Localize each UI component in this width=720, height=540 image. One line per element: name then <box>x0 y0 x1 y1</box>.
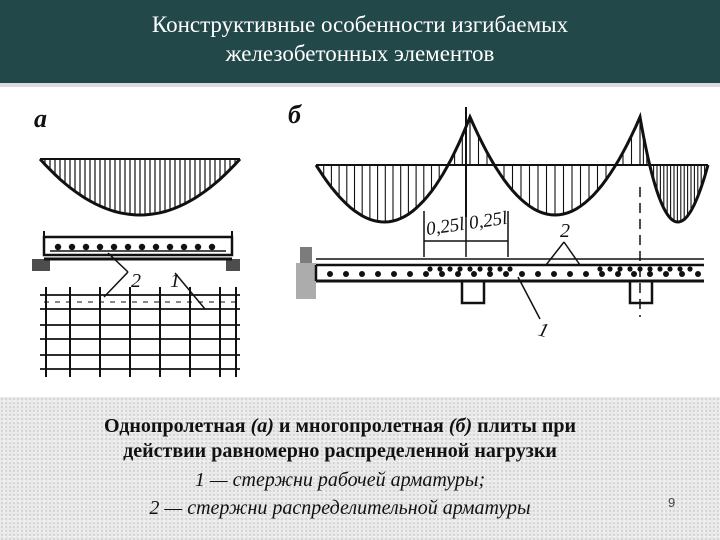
caption-line-1-mid: и многопролетная <box>273 415 449 437</box>
slab-section-a <box>32 231 240 271</box>
reinforcement-grid-a <box>40 287 240 377</box>
callout-2-b: 2 <box>560 220 570 242</box>
slide-title <box>152 10 568 68</box>
callout-1-a: 1 <box>170 270 180 292</box>
caption-line-1-text: Однопролетная <box>103 415 251 437</box>
label-b: б <box>288 100 301 129</box>
caption-area <box>0 397 720 540</box>
slab-section-b <box>296 247 704 303</box>
caption-label-a: (а) <box>250 415 274 437</box>
callout-2-a: 2 <box>131 270 141 292</box>
callout-1-b: 1 <box>535 318 552 343</box>
page-number: 9 <box>668 495 676 510</box>
moment-diagram-a <box>40 159 240 215</box>
caption-line-1 <box>40 415 640 438</box>
caption-line-4: 2 — стержни распределительной арматуры <box>149 497 531 519</box>
caption-line-3: 1 — стержни рабочей арматуры; <box>194 469 486 491</box>
slide-title-line-2: железобетонных элементов <box>225 40 495 66</box>
caption-line-1-end: плиты при <box>472 415 577 437</box>
label-a: а <box>34 104 47 133</box>
caption-line-2: действии равномерно распределенной нагрузки <box>123 440 557 462</box>
dimension-label: 0,25l 0,25l <box>424 207 509 240</box>
slab-diagram <box>0 87 720 397</box>
moment-diagram-b <box>316 107 708 317</box>
title-bar <box>0 0 720 87</box>
caption-label-b: (б) <box>448 415 473 437</box>
slide-title-line-1: Конструктивные особенности изгибаемых <box>151 11 569 37</box>
figure-area <box>0 87 720 397</box>
